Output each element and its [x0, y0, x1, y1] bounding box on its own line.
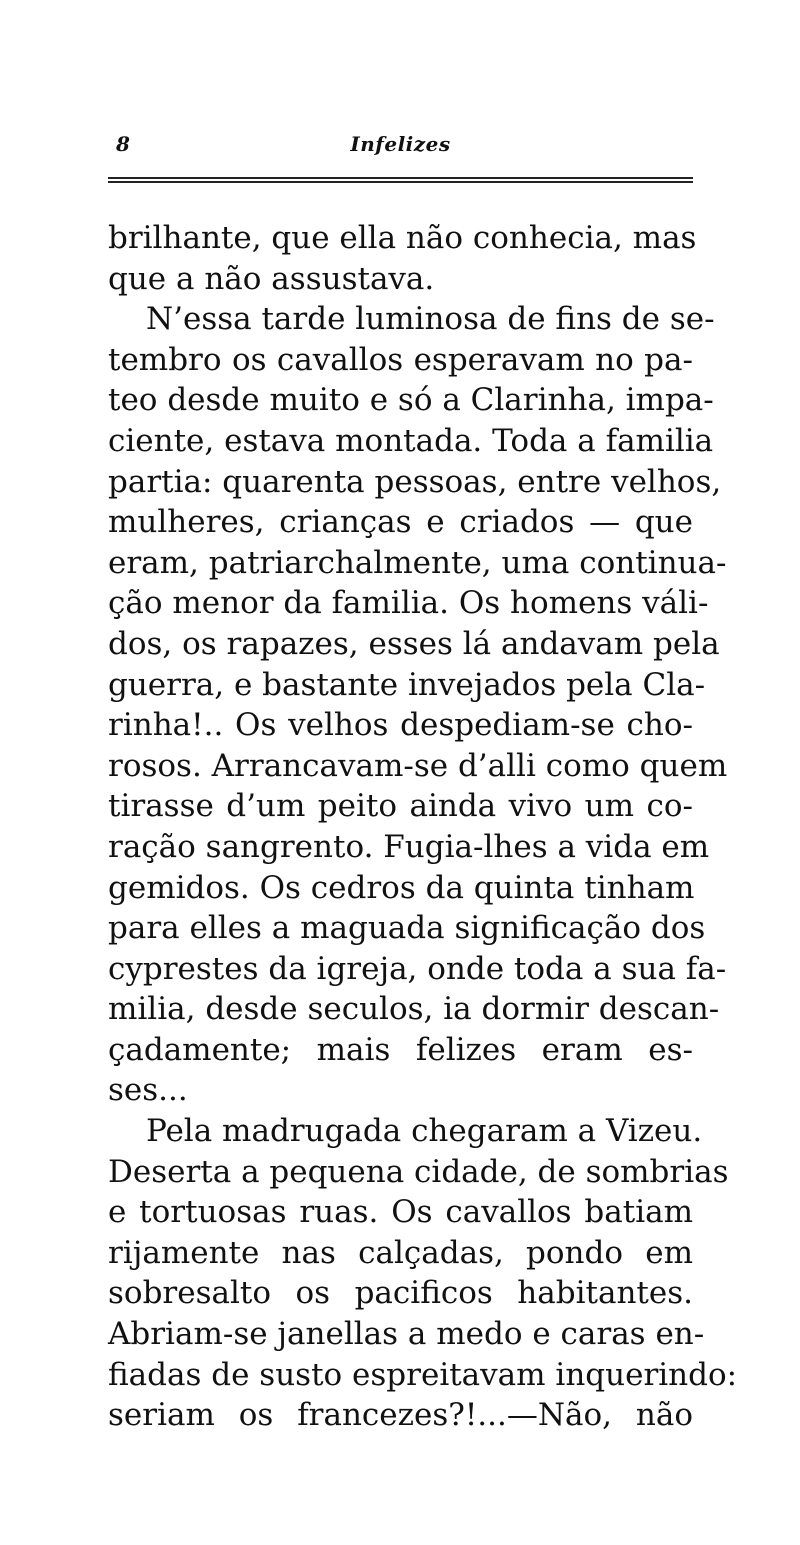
text-line: ção menor da familia. Os homens váli- — [108, 585, 709, 622]
text-line: ração sangrento. Fugia-lhes a vida em — [108, 828, 710, 865]
text-line: teo desde muito e só a Clarinha, impa- — [108, 382, 714, 419]
text-line: sobresalto os pacificos habitantes. — [108, 1275, 693, 1312]
text-line: Deserta a pequena cidade, de sombrias — [108, 1153, 729, 1190]
page-header — [108, 130, 693, 160]
text-line: Abriam-se janellas a medo e caras en- — [108, 1316, 705, 1353]
text-line: ses... — [108, 1072, 188, 1109]
header-double-rule — [108, 177, 693, 183]
text-line: seriam os francezes?!...—Não, não — [108, 1397, 693, 1434]
text-line: eram, patriarchalmente, uma continua- — [108, 544, 727, 581]
text-line: Pela madrugada chegaram a Vizeu. — [146, 1113, 703, 1150]
text-line: para elles a maguada significação dos — [108, 910, 706, 947]
text-line: rinha!.. Os velhos despediam-se cho- — [108, 707, 693, 744]
text-line: N’essa tarde luminosa de fins de se- — [146, 301, 715, 338]
text-line: gemidos. Os cedros da quinta tinham — [108, 869, 695, 906]
text-line: brilhante, que ella não conhecia, mas — [108, 220, 697, 256]
text-line: partia: quarenta pessoas, entre velhos, — [108, 463, 722, 500]
text-line: rijamente nas calçadas, pondo em — [108, 1234, 693, 1271]
text-line: cyprestes da igreja, onde toda a sua fa- — [108, 950, 727, 987]
text-line: ciente, estava montada. Toda a familia — [108, 422, 714, 459]
text-line: que a não assustava. — [108, 260, 435, 297]
text-line: tembro os cavallos esperavam no pa- — [108, 341, 693, 378]
body-text — [108, 218, 738, 1436]
text-line: fiadas de susto espreitavam inquerindo: — [108, 1356, 738, 1393]
text-line: e tortuosas ruas. Os cavallos batiam — [108, 1194, 693, 1231]
text-line: rosos. Arrancavam-se d’alli como quem — [108, 747, 728, 784]
text-line: mulheres, crianças e criados — que — [108, 504, 693, 541]
text-line: guerra, e bastante invejados pela Cla- — [108, 666, 706, 703]
page-number: 8 — [116, 132, 130, 156]
text-line: milia, desde seculos, ia dormir descan- — [108, 991, 720, 1028]
running-title: Infelizes — [350, 132, 451, 156]
text-line: çadamente; mais felizes eram es- — [108, 1031, 693, 1068]
text-line: tirasse d’um peito ainda vivo um co- — [108, 788, 693, 825]
text-line: dos, os rapazes, esses lá andavam pela — [108, 625, 720, 662]
